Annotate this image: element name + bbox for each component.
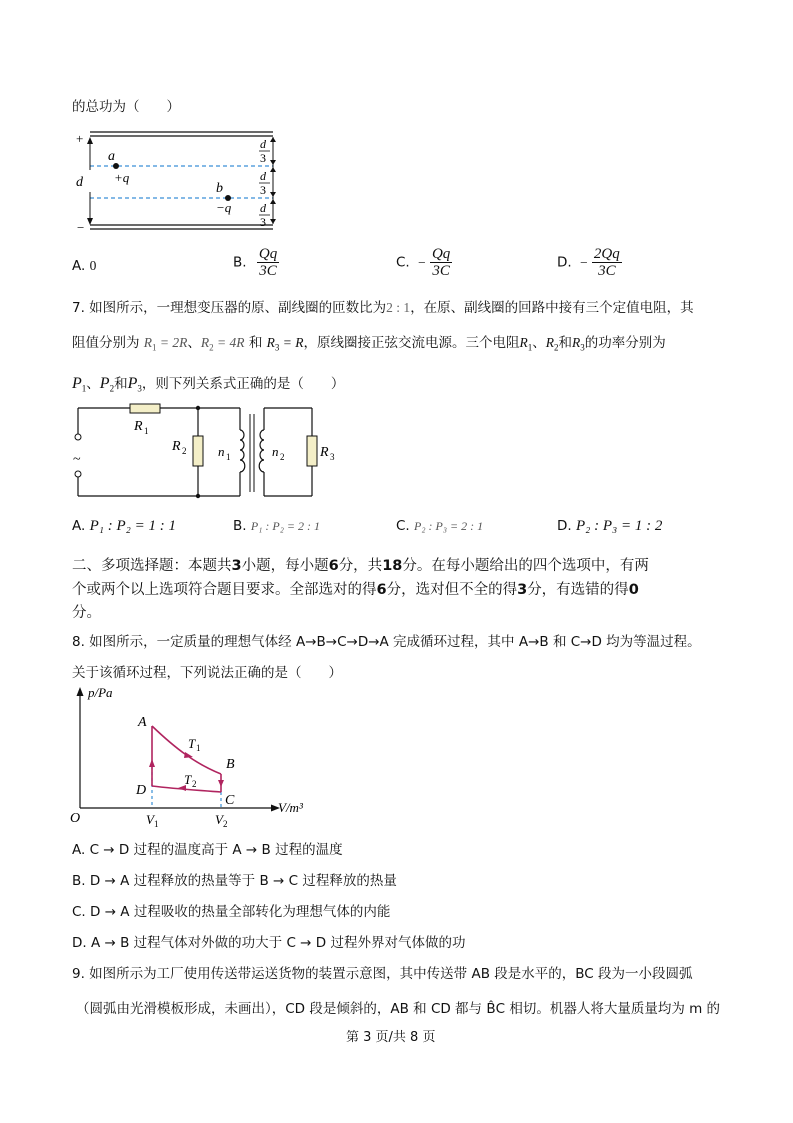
svg-text:C: C: [225, 793, 235, 808]
svg-text:n: n: [218, 444, 225, 459]
svg-text:d: d: [76, 175, 83, 190]
svg-text:D: D: [136, 783, 147, 798]
svg-text:O: O: [70, 811, 81, 826]
capacitor-figure: [68, 128, 283, 238]
q6-continuation: 的总功为（ ）: [72, 99, 180, 115]
svg-text:A: A: [138, 715, 147, 730]
q8-option-d[interactable]: D. A → B 过程气体对外做的功大于 C → D 过程外界对气体做的功: [72, 935, 466, 951]
svg-text:R: R: [172, 439, 181, 454]
q7-option-d[interactable]: D. P₂ : P₃ = 1 : 2: [557, 518, 663, 534]
svg-text:2: 2: [192, 779, 197, 789]
q8-line1: 8. 如图所示，一定质量的理想气体经 A→B→C→D→A 完成循环过程，其中 A→B 和 C→D 均为等温过程。: [72, 634, 701, 650]
svg-text:V/m³: V/m³: [278, 800, 303, 815]
q7-line1: 7. 如图所示，一理想变压器的原、副线圈的匝数比为2 : 1，在原、副线圈的回路中接有三个定值电阻，其: [72, 300, 694, 316]
svg-text:1: 1: [154, 819, 159, 829]
q6-option-d[interactable]: D. − $\frac{2Qq}{3C}$: [557, 246, 620, 279]
svg-text:1: 1: [196, 743, 201, 753]
q6-option-b[interactable]: B. $\frac{Qq}{3C}$: [233, 246, 278, 279]
svg-text:1: 1: [144, 426, 149, 436]
q9-line2: （圆弧由光滑模板形成，未画出），CD 段是倾斜的，AB 和 CD 都与 B̂C 相切。机器人将大量质量均为 m 的: [76, 1001, 721, 1017]
section2-line1: 二、多项选择题：本题共3小题，每小题6分，共18分。在每小题给出的四个选项中，有两: [72, 558, 649, 574]
svg-text:−q: −q: [216, 200, 232, 215]
svg-text:T: T: [188, 736, 196, 751]
q7-option-a[interactable]: A. P₁ : P₂ = 1 : 1: [72, 518, 176, 534]
svg-text:−: −: [77, 220, 85, 235]
svg-text:3: 3: [260, 183, 266, 197]
svg-text:V: V: [215, 812, 223, 827]
svg-text:R: R: [134, 419, 143, 434]
svg-text:2: 2: [223, 819, 228, 829]
transformer-circuit: [68, 400, 348, 502]
svg-text:3: 3: [260, 151, 266, 165]
q9-line1: 9. 如图所示为工厂使用传送带运送货物的装置示意图，其中传送带 AB 段是水平的，BC 段为一小段圆弧: [72, 966, 693, 982]
svg-text:b: b: [216, 181, 223, 196]
svg-text:T: T: [184, 772, 192, 787]
q8-line2: 关于该循环过程，下列说法正确的是（ ）: [72, 665, 342, 681]
q8-option-a[interactable]: A. C → D 过程的温度高于 A → B 过程的温度: [72, 842, 343, 858]
svg-text:d: d: [260, 201, 266, 215]
svg-text:V: V: [146, 812, 154, 827]
q7-line2: 阻值分别为 $R_1 = 2R$、$R_2 = 4R$ 和 $R_3 = R$，原线圈接正弦交流电源。三个电阻$R_1$、$R_2$和$R_3$的功率分别为: [72, 335, 666, 353]
section2-line3: 分。: [72, 605, 101, 621]
svg-text:1: 1: [226, 452, 231, 462]
svg-text:2: 2: [182, 446, 187, 456]
pv-diagram: [66, 684, 326, 830]
page-footer: 第 3 页/共 8 页: [346, 1030, 436, 1045]
q8-option-b[interactable]: B. D → A 过程释放的热量等于 B → C 过程释放的热量: [72, 873, 397, 889]
q7-line3: $P_1$、$P_2$和$P_3$，则下列关系式正确的是（ ）: [72, 375, 345, 394]
section2-line2: 个或两个以上选项符合题目要求。全部选对的得6分，选对但不全的得3分，有选错的得0: [72, 582, 639, 598]
svg-text:R: R: [320, 445, 329, 460]
q6-option-c[interactable]: C. − $\frac{Qq}{3C}$: [396, 246, 451, 279]
svg-text:~: ~: [73, 452, 81, 467]
q7-option-b[interactable]: B. P₁ : P₂ = 2 : 1: [233, 518, 320, 534]
svg-text:d: d: [260, 137, 266, 151]
svg-text:2: 2: [280, 452, 285, 462]
svg-text:3: 3: [330, 452, 335, 462]
svg-text:d: d: [260, 169, 266, 183]
svg-text:n: n: [272, 444, 279, 459]
q7-option-c[interactable]: C. P₂ : P₃ = 2 : 1: [396, 518, 484, 534]
q6-option-a[interactable]: A. 0: [72, 258, 97, 274]
svg-text:3: 3: [260, 215, 266, 229]
svg-text:+: +: [76, 131, 84, 146]
svg-text:a: a: [108, 149, 115, 164]
svg-text:p/Pa: p/Pa: [88, 685, 113, 700]
svg-text:B: B: [226, 757, 235, 772]
q8-option-c[interactable]: C. D → A 过程吸收的热量全部转化为理想气体的内能: [72, 904, 391, 920]
svg-text:+q: +q: [114, 170, 130, 185]
